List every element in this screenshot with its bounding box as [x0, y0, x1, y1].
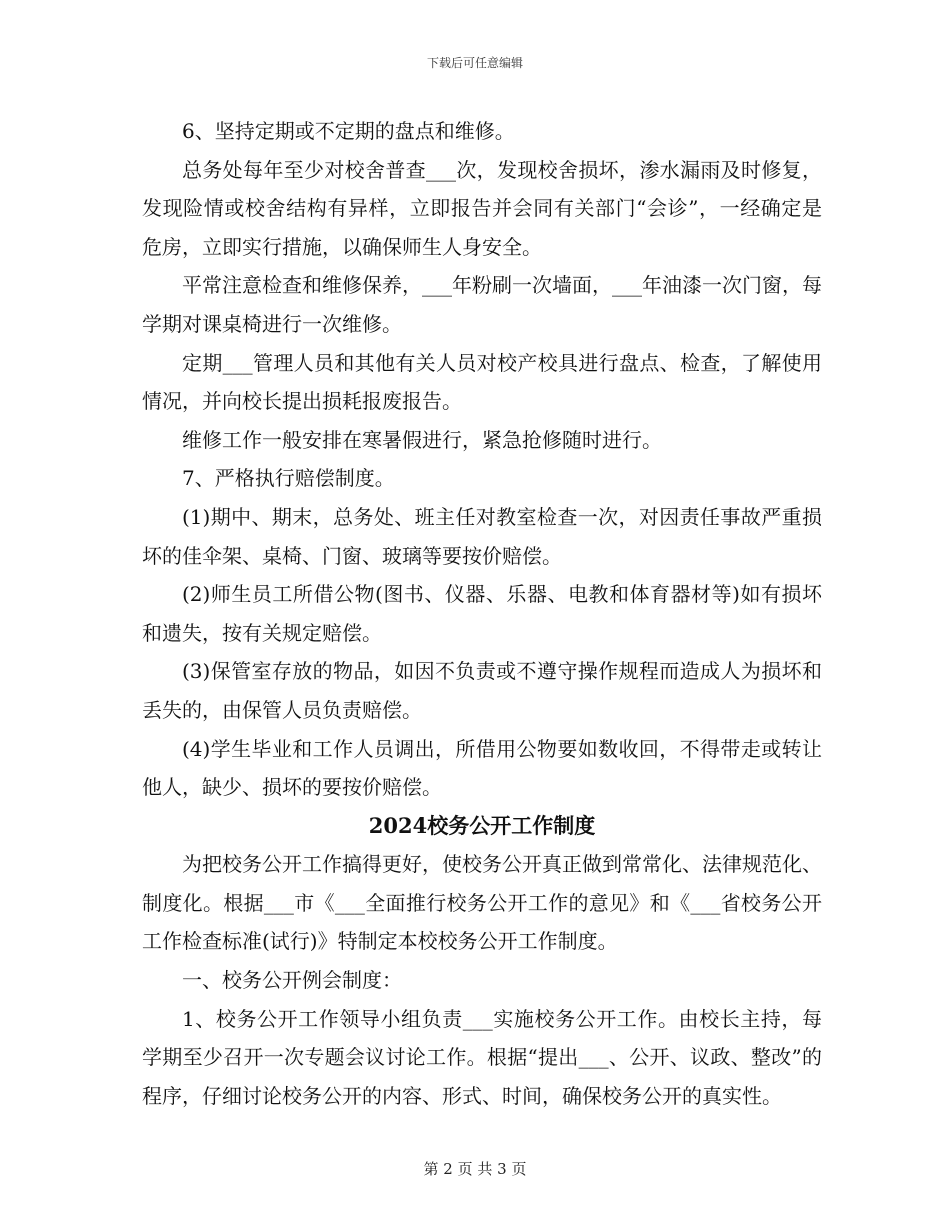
- paragraph: (1)期中、期末，总务处、班主任对教室检查一次，对因责任事故严重损坏的佳伞架、桌椅、门窗、玻璃等要按价赔偿。: [142, 504, 822, 568]
- document-body: [142, 112, 822, 1115]
- paragraph: 定期___管理人员和其他有关人员对校产校具进行盘点、检查，了解使用情况，并向校长提出损耗报废报告。: [142, 350, 822, 414]
- paragraph: 6、坚持定期或不定期的盘点和维修。: [182, 119, 515, 143]
- paragraph: 平常注意检查和维修保养，___年粉刷一次墙面，___年油漆一次门窗，每学期对课桌椅进行一次维修。: [142, 273, 822, 336]
- paragraph: (3)保管室存放的物品，如因不负责或不遵守操作规程而造成人为损坏和丢失的，由保管人员负责赔偿。: [142, 659, 822, 722]
- paragraph: 7、严格执行赔偿制度。: [182, 466, 395, 491]
- paragraph: 总务处每年至少对校舍普查___次，发现校舍损坏，渗水漏雨及时修复，发现险情或校舍结构有异样，立即报告并会同有关部门“会诊”，一经确定是危房，立即实行措施，以确保师生人身安全。: [142, 157, 822, 259]
- paragraph: 1、校务公开工作领导小组负责___实施校务公开工作。由校长主持，每学期至少召开一次专题会议讨论工作。根据“提出___、公开、议政、整改”的程序，仔细讨论校务公开的内容、形式、时间，确保校务公开的真实性。: [142, 1006, 822, 1108]
- section-title: 2024校务公开工作制度: [368, 812, 596, 838]
- paragraph: 为把校务公开工作搞得更好，使校务公开真正做到常常化、法律规范化、制度化。根据___市《___全面推行校务公开工作的意见》和《___省校务公开工作检查标准(试行)》特制定本校校务公开工作制度。: [142, 852, 822, 954]
- paragraph: 维修工作一般安排在寒暑假进行，紧急抢修随时进行。: [182, 427, 662, 452]
- paragraph: (4)学生毕业和工作人员调出，所借用公物要如数收回，不得带走或转让他人，缺少、损坏的要按价赔偿。: [142, 736, 822, 800]
- paragraph: (2)师生员工所借公物(图书、仪器、乐器、电教和体育器材等)如有损坏和遗失，按有关规定赔偿。: [142, 582, 822, 645]
- page-number-footer: 第 2 页 共 3 页: [423, 1160, 527, 1178]
- paragraph: 一、校务公开例会制度：: [182, 968, 402, 993]
- header-note: 下载后可任意编辑: [426, 56, 523, 70]
